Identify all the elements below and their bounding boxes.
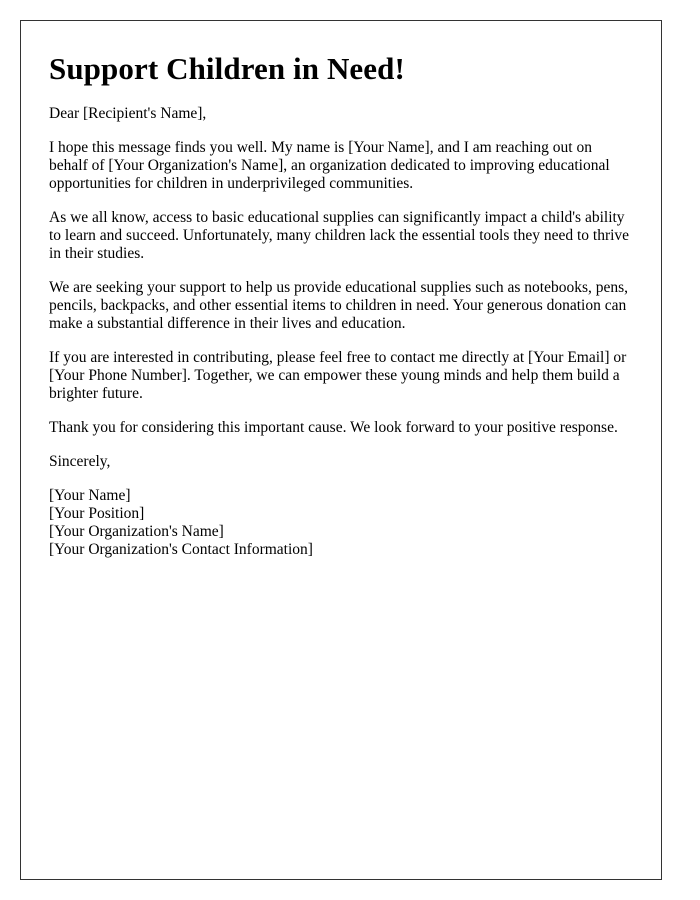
letter-page: [20, 20, 662, 880]
paragraph-need: As we all know, access to basic educational supplies can significantly impact a child's ability to learn and succeed. Unfortunately, many children lack the essential tools they need to thrive in their studies.: [49, 209, 630, 262]
paragraph-thanks: Thank you for considering this important cause. We look forward to your positive response.: [49, 419, 618, 436]
signature-block: [49, 487, 633, 559]
letter-greeting: Dear [Recipient's Name],: [49, 105, 207, 122]
signature-organization: [Your Organization's Name]: [49, 523, 224, 540]
letter-closing: Sincerely,: [49, 453, 111, 470]
paragraph-request: We are seeking your support to help us provide educational supplies such as notebooks, pens, pencils, backpacks, and other essential items to children in need. Your generous donation can make a substantial difference in their lives and education.: [49, 279, 629, 332]
paragraph-contact: If you are interested in contributing, please feel free to contact me directly at [Your Email] or [Your Phone Number]. Together, we can empower these young minds and help them build a brighter future.: [49, 349, 627, 402]
letter-title: Support Children in Need!: [49, 51, 405, 86]
signature-name: [Your Name]: [49, 487, 131, 504]
signature-contact: [Your Organization's Contact Information]: [49, 541, 313, 558]
paragraph-intro: I hope this message finds you well. My name is [Your Name], and I am reaching out on behalf of [Your Organization's Name], an organization dedicated to improving educational opportunities for children in underprivileged communities.: [49, 139, 610, 192]
signature-position: [Your Position]: [49, 505, 145, 522]
